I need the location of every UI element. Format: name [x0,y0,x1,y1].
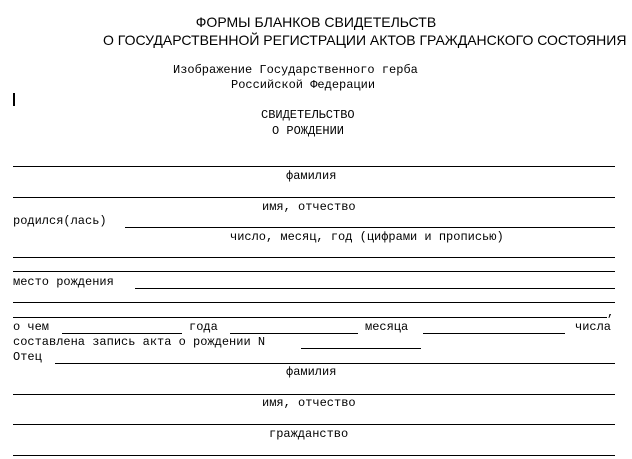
header-title-line2: О ГОСУДАРСТВЕННОЙ РЕГИСТРАЦИИ АКТОВ ГРАЖДАНСКОГО СОСТОЯНИЯ [103,32,627,48]
birthplace-comma: , [607,306,615,320]
record-number-line [301,348,421,349]
citizenship-caption: гражданство [269,427,349,441]
text-cursor [13,93,15,106]
day-word: числа [575,320,612,334]
father-name-line [13,394,615,395]
father-surname-caption: фамилия [286,365,337,379]
emblem-text-line2: Российской Федерации [231,78,376,92]
father-name-caption: имя, отчество [262,396,356,410]
certificate-title-line2: О РОЖДЕНИИ [272,124,345,138]
born-date-line [125,227,615,228]
birthplace-line [135,288,615,289]
birthplace-label: место рождения [13,275,114,289]
date-caption: число, месяц, год (цифрами и прописью) [230,230,504,244]
bottom-line [13,455,615,456]
month-word: месяца [365,320,409,334]
birthplace-line-3 [13,317,607,318]
emblem-text-line1: Изображение Государственного герба [173,63,418,77]
year-value-line [230,333,358,334]
father-citizenship-line [13,424,615,425]
year-word: года [189,320,218,334]
header-title-line1: ФОРМЫ БЛАНКОВ СВИДЕТЕЛЬСТВ [195,14,437,30]
birthplace-line-2 [13,302,615,303]
name-patronymic-line [13,197,615,198]
record-label: составлена запись акта о рождении N [13,335,266,349]
surname-caption: фамилия [286,169,337,183]
born-label: родился(лась) [13,214,107,228]
about-which-label: о чем [13,320,50,334]
name-patronymic-caption: имя, отчество [262,200,356,214]
blank-line-2 [13,271,615,272]
surname-line [13,166,615,167]
day-value-line [62,333,182,334]
blank-line-1 [13,257,615,258]
father-label: Отец [13,350,42,364]
month-value-line [423,333,565,334]
certificate-title-line1: СВИДЕТЕЛЬСТВО [261,108,355,122]
father-surname-line [55,363,615,364]
